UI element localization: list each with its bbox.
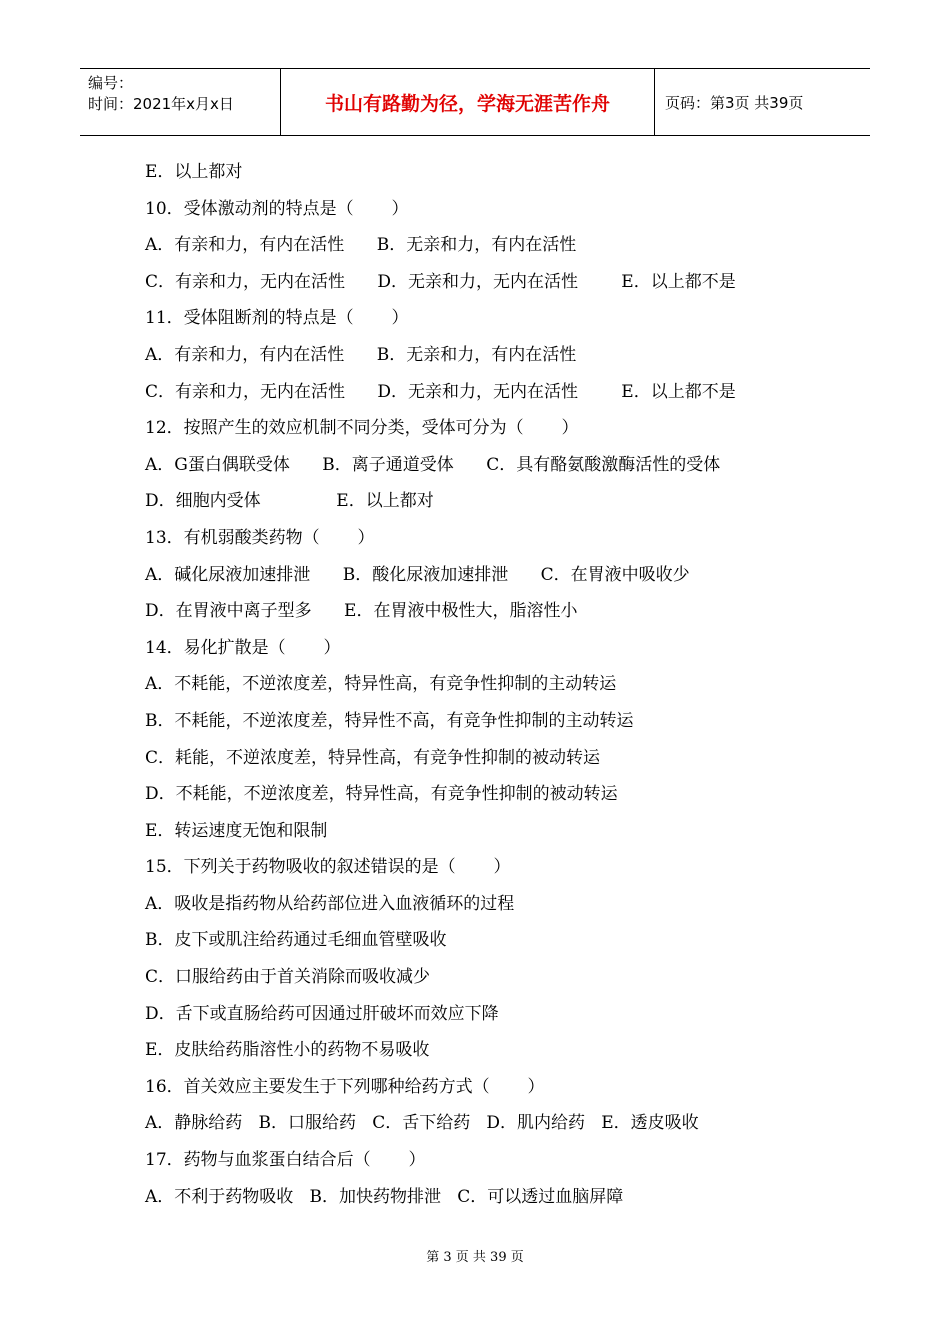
time-label: 时间：2021年x月x日 <box>88 95 234 113</box>
document-header <box>80 68 870 136</box>
text-line: A．有亲和力，有内在活性 B．无亲和力，有内在活性 <box>145 344 577 365</box>
header-motto: 书山有路勤为径，学海无涯苦作舟 <box>281 69 655 135</box>
text-line: 15．下列关于药物吸收的叙述错误的是（ ） <box>145 857 511 878</box>
text-line: D．舌下或直肠给药可因通过肝破坏而效应下降 <box>145 1003 499 1024</box>
text-line: C．耗能，不逆浓度差，特异性高，有竞争性抑制的被动转运 <box>145 747 601 768</box>
text-line: C．口服给药由于首关消除而吸收减少 <box>145 967 431 988</box>
page-footer: 第 3 页 共 39 页 <box>426 1250 524 1265</box>
header-page-info: 页码：第3页 共39页 <box>665 93 804 112</box>
text-line: A．碱化尿液加速排泄 B．酸化尿液加速排泄 C．在胃液中吸收少 <box>145 564 690 585</box>
text-line: A．静脉给药 B．口服给药 C．舌下给药 D．肌内给药 E．透皮吸收 <box>145 1113 699 1134</box>
text-line: E．以上都对 <box>145 162 243 182</box>
question-content <box>145 154 845 1215</box>
text-line: A．吸收是指药物从给药部位进入血液循环的过程 <box>145 893 515 914</box>
text-line: D．细胞内受体 E．以上都对 <box>145 491 434 512</box>
text-line: D．不耗能，不逆浓度差，特异性高，有竞争性抑制的被动转运 <box>145 784 618 805</box>
text-line: A．不利于药物吸收 B．加快药物排泄 C．可以透过血脑屏障 <box>145 1186 624 1207</box>
text-line: 17．药物与血浆蛋白结合后（ ） <box>145 1150 426 1171</box>
text-line: C．有亲和力，无内在活性 D．无亲和力，无内在活性 E．以上都不是 <box>145 271 736 292</box>
text-line: A．G蛋白偶联受体 B．离子通道受体 C．具有酪氨酸激酶活性的受体 <box>145 454 721 475</box>
text-line: B．皮下或肌注给药通过毛细血管壁吸收 <box>145 930 447 951</box>
text-line: E．皮肤给药脂溶性小的药物不易吸收 <box>145 1040 430 1061</box>
number-label: 编号： <box>88 74 134 92</box>
text-line: 12．按照产生的效应机制不同分类，受体可分为（ ） <box>145 418 579 439</box>
text-line: E．转运速度无饱和限制 <box>145 820 328 841</box>
text-line: 14．易化扩散是（ ） <box>145 637 341 658</box>
text-line: D．在胃液中离子型多 E．在胃液中极性大，脂溶性小 <box>145 601 578 622</box>
text-line: 16．首关效应主要发生于下列哪种给药方式（ ） <box>145 1076 545 1097</box>
text-line: 11．受体阻断剂的特点是（ ） <box>145 308 409 329</box>
text-line: 10．受体激动剂的特点是（ ） <box>145 198 409 219</box>
text-line: 13．有机弱酸类药物（ ） <box>145 527 375 548</box>
text-line: A．不耗能，不逆浓度差，特异性高，有竞争性抑制的主动转运 <box>145 674 617 695</box>
text-line: B．不耗能，不逆浓度差，特异性不高，有竞争性抑制的主动转运 <box>145 710 634 731</box>
text-line: C．有亲和力，无内在活性 D．无亲和力，无内在活性 E．以上都不是 <box>145 381 736 402</box>
text-line: A．有亲和力，有内在活性 B．无亲和力，有内在活性 <box>145 235 577 256</box>
header-meta <box>80 69 281 135</box>
